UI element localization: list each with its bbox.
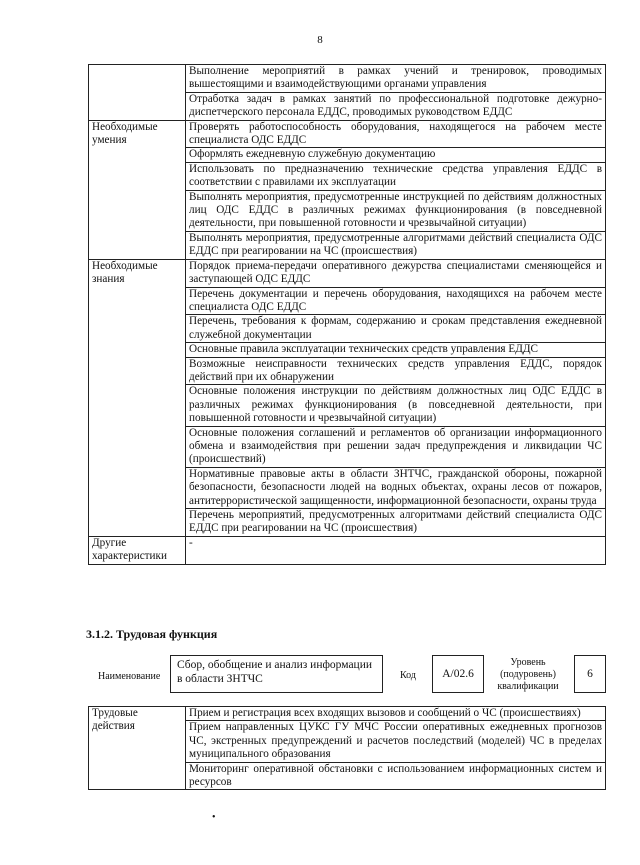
name-value-box — [170, 655, 383, 693]
row-item-text: Использовать по предназначению технические средства управления ЕДДС в соответствии с правилами их эксплуатации — [186, 162, 606, 190]
row-item-text: Перечень, требования к формам, содержанию и срокам представления ежедневной служебной документации — [186, 315, 606, 343]
section-title: 3.1.2. Трудовая функция — [86, 627, 218, 641]
code-label: Код — [400, 670, 416, 681]
page-number: 8 — [317, 34, 323, 46]
row-item-text: Основные положения соглашений и регламентов об организации информационного обмена и взаимодействия при решении задач предупреждения и ликвидации ЧС (происшествий) — [186, 426, 606, 467]
row-item-text: Выполнять мероприятия, предусмотренные алгоритмами действий специалиста ОДС ЕДДС при реагировании на ЧС (происшествия) — [186, 231, 606, 259]
row-group-label — [89, 65, 186, 121]
row-group-label: Трудовые действия — [89, 707, 186, 790]
row-item-text: Оформлять ежедневную служебную документацию — [186, 148, 606, 162]
labor-actions-table — [88, 706, 606, 790]
competency-table — [88, 64, 606, 565]
row-item-text: Отработка задач в рамках занятий по профессиональной подготовке дежурно-диспетчерского персонала ЕДДС, проводимых руководством ЕДДС — [186, 92, 606, 120]
name-value: Сбор, обобщение и анализ информации в области ЗНТЧС — [177, 659, 373, 685]
table-row — [89, 536, 606, 564]
row-item-text: Основные правила эксплуатации технических средств управления ЕДДС — [186, 343, 606, 357]
row-item-text: Перечень документации и перечень оборудования, находящихся на рабочем месте специалиста ОДС ЕДДС — [186, 287, 606, 315]
code-value-box — [432, 655, 484, 693]
level-value: 6 — [587, 668, 593, 680]
table-row — [89, 65, 606, 93]
table-row — [89, 259, 606, 287]
row-item-text: Прием и регистрация всех входящих вызовов и сообщений о ЧС (происшествиях) — [186, 707, 606, 721]
row-item-text: - — [186, 536, 606, 564]
footer-mark: • — [212, 812, 216, 823]
row-item-text: Порядок приема-передачи оперативного дежурства специалистами сменяющейся и заступающей ОДС ЕДДС — [186, 259, 606, 287]
row-item-text: Основные положения инструкции по действиям должностных лиц ОДС ЕДДС в различных режимах функционирования (в повседневной деятельности, при повышенной готовности и чрезвычайной ситуации) — [186, 385, 606, 426]
row-item-text: Прием направленных ЦУКС ГУ МЧС России оперативных ежедневных прогнозов ЧС, экстренных предупреждений и расчетов последствий (моделей) ЧС в пределах муниципального образования — [186, 721, 606, 762]
row-group-label: Необходимые знания — [89, 259, 186, 536]
row-item-text: Мониторинг оперативной обстановки с использованием информационных систем и ресурсов — [186, 762, 606, 790]
row-item-text: Проверять работоспособность оборудования, находящегося на рабочем месте специалиста ОДС ЕДДС — [186, 120, 606, 148]
code-value: А/02.6 — [442, 668, 474, 680]
row-group-label: Необходимые умения — [89, 120, 186, 259]
name-label: Наименование — [98, 671, 161, 682]
table-row — [89, 707, 606, 721]
level-value-box — [574, 655, 606, 693]
row-item-text: Перечень мероприятий, предусмотренных алгоритмами действий специалиста ОДС ЕДДС при реагировании на ЧС (происшествия) — [186, 509, 606, 537]
level-label: Уровень (подуровень) квалификации — [497, 657, 559, 692]
row-item-text: Возможные неисправности технических средств управления ЕДДС, порядок действий при их обнаружении — [186, 357, 606, 385]
row-item-text: Выполнять мероприятия, предусмотренные инструкцией по действиям должностных лиц ОДС ЕДДС в различных режимах функционирования (в повседневной деятельности, при повышенной готовности и чрезвычайной ситуации) — [186, 190, 606, 231]
table-row — [89, 120, 606, 148]
row-group-label: Другие характеристики — [89, 536, 186, 564]
row-item-text: Выполнение мероприятий в рамках учений и тренировок, проводимых вышестоящими и взаимодействующими органами управления — [186, 65, 606, 93]
row-item-text: Нормативные правовые акты в области ЗНТЧС, гражданской обороны, пожарной безопасности, безопасности людей на водных объектах, охраны лесов от пожаров, антитеррористической защищенности, информационной безопасности, охраны труда — [186, 467, 606, 508]
